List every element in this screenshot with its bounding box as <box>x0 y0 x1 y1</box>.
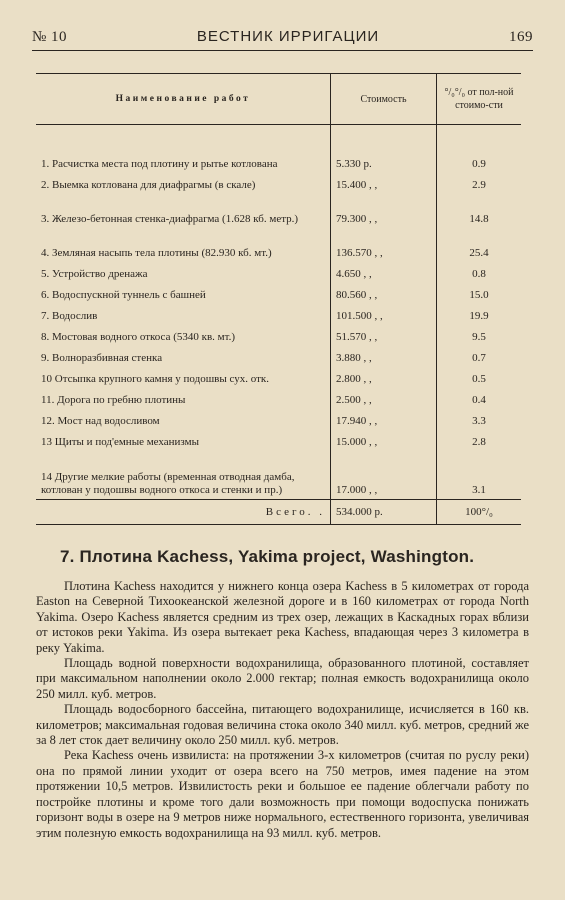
paragraph: Площадь водосборного бассейна, питающего водохранилище, исчисляется в 160 кв. километров; максимальная годовая величина стока около 340 милл. куб. метров, средний же за 8 лет сток дает величину около 250 милл. куб. метров. <box>36 702 529 748</box>
row-cost: 4.650 , , <box>331 262 437 283</box>
table-row <box>36 430 521 451</box>
column-header-name: Наименование работ <box>36 74 331 125</box>
row-cost: 17.940 , , <box>331 409 437 430</box>
row-cost: 5.330 р. <box>331 139 437 173</box>
cost-table <box>36 73 521 525</box>
row-name: 11. Дорога по гребню плотины <box>36 388 331 409</box>
table-row <box>36 262 521 283</box>
paragraph: Плотина Kachess находится у нижнего конца озера Kachess в 5 километрах от города Easton на Северной Тихоокеанской железной дороге и в 160 километрах от города North Yakima. Озеро Kachess является средним из трех озер, лежащих в Каскадных горах вблизи от истоков реки Yakima. Из озера вытекает река Kachess, впадающая через 3 километра в реку Yakima. <box>36 579 529 655</box>
row-percent: 3.1 <box>472 484 486 496</box>
table-row <box>36 409 521 430</box>
row-cost: 136.570 , , <box>331 228 437 262</box>
table-row <box>36 367 521 388</box>
column-header-percent: °/₀°/₀ от пол-ной стоимо-сти <box>437 74 522 125</box>
paragraph: Площадь водной поверхности водохранилища, образованного плотиной, составляет при максимальном наполнении около 2.000 гектар; полная емкость водохранилища около 250 милл. куб. метров. <box>36 656 529 701</box>
row-name: 4. Земляная насыпь тела плотины (82.930 кб. мт.) <box>36 228 331 262</box>
row-cost: 15.400 , , <box>331 173 437 194</box>
total-cost: 534.000 р. <box>331 500 437 525</box>
table-row <box>36 194 521 228</box>
row-cost: 2.500 , , <box>331 388 437 409</box>
table-row <box>36 325 521 346</box>
row-name: 7. Водослив <box>36 304 331 325</box>
row-cost: 51.570 , , <box>331 325 437 346</box>
row-name: 5. Устройство дренажа <box>36 262 331 283</box>
total-percent: 100°/₀ <box>437 500 522 525</box>
table-row <box>36 228 521 262</box>
row-percent: 0.9 <box>472 158 486 170</box>
article-body <box>32 579 533 841</box>
row-percent: 15.0 <box>469 289 489 301</box>
row-name: 3. Железо-бетонная стенка-диафрагма (1.628 кб. метр.) <box>36 194 331 228</box>
total-row <box>36 500 521 525</box>
row-cost: 101.500 , , <box>331 304 437 325</box>
row-cost: 15.000 , , <box>331 430 437 451</box>
row-cost: 80.560 , , <box>331 283 437 304</box>
paragraph: Река Kachess очень извилиста: на протяжении 3-х километров (считая по руслу реки) она по прямой линии уходит от озера всего на 750 метров, имея падение на этом протяжении 10,5 метров. Извилистость реки и большое ее падение облегчали работу по постройке плотины и кроме того дали возможность при помощи водоспуска понижать горизонт воды в озере на 9 метров ниже нормального, естественного горизонта, увеличивая этим полезную емкость водохранилища на 93 милл. куб. метров. <box>36 748 529 840</box>
header-rule <box>32 50 533 51</box>
table-row <box>36 304 521 325</box>
page-number: 169 <box>508 29 533 45</box>
row-percent: 0.7 <box>472 352 486 364</box>
row-percent: 14.8 <box>469 213 489 225</box>
issue-number: № 10 <box>32 29 68 45</box>
table-row <box>36 283 521 304</box>
row-name: 14 Другие мелкие работы (временная отводная дамба, котлован у подошвы водного откоса и стенки и пр.) <box>36 451 331 500</box>
journal-title: ВЕСТНИК ИРРИГАЦИИ <box>196 28 380 45</box>
section-heading: 7. Плотина Kachess, Yakima project, Washington. <box>60 547 475 566</box>
table-row <box>36 388 521 409</box>
row-percent: 19.9 <box>469 310 489 322</box>
row-name: 13 Щиты и под'емные механизмы <box>36 430 331 451</box>
row-cost: 79.300 , , <box>331 194 437 228</box>
row-cost: 2.800 , , <box>331 367 437 388</box>
column-header-cost: Стоимость <box>331 74 437 125</box>
row-percent: 0.5 <box>472 373 486 385</box>
row-name: 6. Водоспускной туннель с башней <box>36 283 331 304</box>
total-label: Всего. . <box>36 500 331 525</box>
row-name: 1. Расчистка места под плотину и рытье котлована <box>36 139 331 173</box>
row-cost: 17.000 , , <box>331 451 437 500</box>
row-percent: 9.5 <box>472 331 486 343</box>
table-row <box>36 451 521 500</box>
table-row <box>36 139 521 173</box>
table-row <box>36 346 521 367</box>
table-row <box>36 173 521 194</box>
row-percent: 2.9 <box>472 179 486 191</box>
row-percent: 0.8 <box>472 268 486 280</box>
row-percent: 25.4 <box>469 247 489 259</box>
row-percent: 2.8 <box>472 436 486 448</box>
row-percent: 3.3 <box>472 415 486 427</box>
row-name: 9. Волноразбивная стенка <box>36 346 331 367</box>
row-percent: 0.4 <box>472 394 486 406</box>
running-header <box>32 28 533 46</box>
row-name: 2. Выемка котлована для диафрагмы (в скале) <box>36 173 331 194</box>
row-name: 12. Мост над водосливом <box>36 409 331 430</box>
row-cost: 3.880 , , <box>331 346 437 367</box>
row-name: 10 Отсыпка крупного камня у подошвы сух. отк. <box>36 367 331 388</box>
row-name: 8. Мостовая водного откоса (5340 кв. мт.) <box>36 325 331 346</box>
